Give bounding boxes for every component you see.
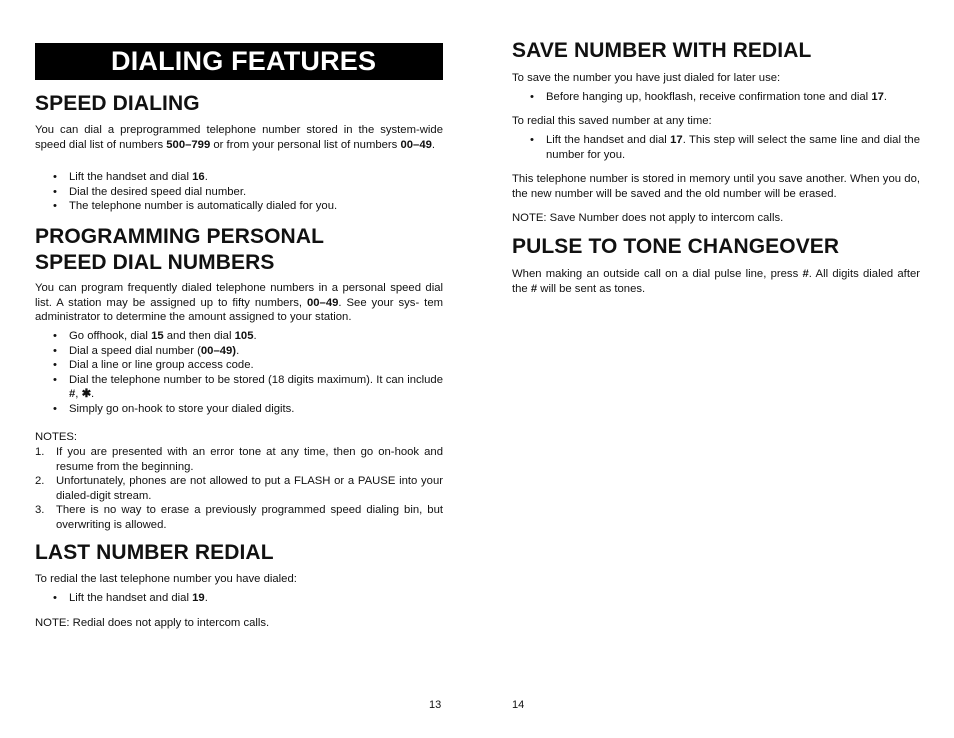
- list-item: [35, 199, 443, 214]
- page-number-left: 13: [429, 699, 442, 711]
- list-item-run: Lift the handset and dial: [69, 171, 193, 183]
- list-item: [512, 90, 920, 105]
- save-number-heading: SAVE NUMBER WITH REDIAL: [512, 39, 812, 62]
- save-number-redial-steps: [512, 133, 920, 162]
- save-number-memory-text: This telephone number is stored in memory until you save another. When you do, the new number will be saved and the old number will be erased.: [512, 173, 920, 200]
- pulse-to-tone-text: [512, 267, 920, 296]
- speed-dialing-steps: [35, 170, 443, 214]
- last-number-redial-intro: To redial the last telephone number you have dialed:: [35, 573, 297, 585]
- list-item-run: #: [69, 388, 76, 401]
- text-run: When making an outside call on a dial pulse line, press: [512, 268, 803, 280]
- save-number-redial-intro: To redial this saved number at any time:: [512, 115, 712, 127]
- text-run: You can program frequently dialed telephone numbers in a personal speed dial list. A station may be assigned up to fifty numbers,: [35, 282, 443, 309]
- list-item-run: 17: [871, 91, 884, 103]
- save-number-intro: To save the number you have just dialed for later use:: [512, 72, 781, 84]
- list-item-run: ✱: [81, 388, 92, 401]
- list-item-run: Dial the telephone number to be stored (18 digits maximum). It can include: [69, 373, 443, 386]
- save-number-note: NOTE: Save Number does not apply to intercom calls.: [512, 212, 784, 224]
- list-item-run: 19: [192, 592, 205, 604]
- text-run: 00–49: [400, 138, 432, 151]
- list-item-run: 105: [234, 330, 254, 342]
- text-run: or from your personal list of numbers: [210, 138, 401, 151]
- list-item-run: .: [204, 592, 208, 604]
- list-item-run: .: [204, 171, 208, 183]
- text-run: . See your sys- tem administrator to determine the amount assigned to your station.: [35, 296, 444, 324]
- list-item-run: Dial a speed dial number (: [69, 344, 201, 357]
- note-text: Unfortunately, phones are not allowed to put a FLASH or a PAUSE into your dialed-digit stream.: [56, 475, 443, 502]
- text-run: You can dial a preprogrammed telephone number stored in the system-wide speed dial list of numbers: [35, 124, 443, 151]
- list-item-run: and then dial: [163, 330, 235, 342]
- list-item-run: .: [253, 330, 257, 342]
- list-item-run: Lift the handset and dial: [69, 592, 193, 604]
- list-item-run: Dial a line or line group access code.: [69, 359, 254, 372]
- list-item-run: Before hanging up, hookflash, receive confirmation tone and dial: [546, 91, 872, 103]
- left-page: [35, 0, 443, 738]
- last-number-redial-note: NOTE: Redial does not apply to intercom calls.: [35, 617, 270, 629]
- note-item: [35, 445, 443, 474]
- note-number: 3.: [35, 504, 45, 517]
- list-item-run: Lift the handset and dial: [546, 134, 671, 146]
- text-run: 500–799: [166, 138, 211, 151]
- section-banner: DIALING FEATURES: [35, 43, 443, 80]
- text-run: #: [802, 268, 809, 280]
- save-number-steps: [512, 90, 920, 105]
- list-item-run: Simply go on-hook to store your dialed digits.: [69, 402, 295, 415]
- note-item: [35, 474, 443, 503]
- notes-label: NOTES:: [35, 431, 78, 443]
- notes-list: [35, 445, 443, 533]
- speed-dialing-intro: [35, 123, 443, 152]
- note-item: [35, 503, 443, 532]
- list-item-run: . This step will select the same line and dial the number for you.: [546, 134, 920, 161]
- last-number-redial-heading: LAST NUMBER REDIAL: [35, 541, 274, 564]
- pulse-to-tone-heading: PULSE TO TONE CHANGEOVER: [512, 235, 840, 258]
- text-run: .: [431, 138, 436, 151]
- list-item-run: 15: [151, 330, 164, 342]
- list-item-run: .: [883, 91, 888, 103]
- list-item-run: ,: [75, 388, 82, 401]
- list-item-run: 16: [192, 171, 205, 183]
- speed-dialing-heading: SPEED DIALING: [35, 92, 200, 115]
- last-number-redial-steps: [35, 591, 443, 606]
- list-item-run: The telephone number is automatically dialed for you.: [69, 200, 338, 213]
- list-item: [35, 185, 443, 200]
- list-item-run: 00–49): [200, 344, 237, 357]
- programming-steps: [35, 329, 443, 417]
- note-number: 1.: [35, 446, 45, 458]
- list-item: [35, 373, 443, 402]
- list-item: [35, 329, 443, 344]
- programming-heading-line2: SPEED DIAL NUMBERS: [35, 251, 275, 274]
- note-number: 2.: [35, 475, 45, 488]
- note-text: If you are presented with an error tone at any time, then go on-hook and resume from the beginning.: [56, 446, 443, 473]
- list-item: [35, 170, 443, 185]
- list-item: [35, 358, 443, 373]
- list-item-run: 17: [670, 134, 683, 146]
- programming-heading-line1: PROGRAMMING PERSONAL: [35, 225, 325, 248]
- list-item: [35, 591, 443, 606]
- list-item-run: Dial the desired speed dial number.: [69, 185, 247, 198]
- text-run: #: [530, 282, 538, 295]
- list-item: [35, 402, 443, 417]
- note-text: There is no way to erase a previously programmed speed dialing bin, but overwriting is allowed.: [56, 504, 443, 531]
- list-item-run: .: [91, 388, 95, 401]
- list-item: [512, 133, 920, 162]
- text-run: will be sent as tones.: [537, 282, 646, 295]
- text-run: . All digits dialed after the: [512, 268, 921, 295]
- text-run: 00–49: [306, 296, 339, 309]
- page-number-right: 14: [512, 699, 525, 711]
- list-item: [35, 344, 443, 359]
- list-item-run: Go offhook, dial: [69, 330, 152, 342]
- programming-intro: [35, 281, 443, 325]
- right-page: [512, 0, 920, 738]
- list-item-run: .: [236, 344, 240, 357]
